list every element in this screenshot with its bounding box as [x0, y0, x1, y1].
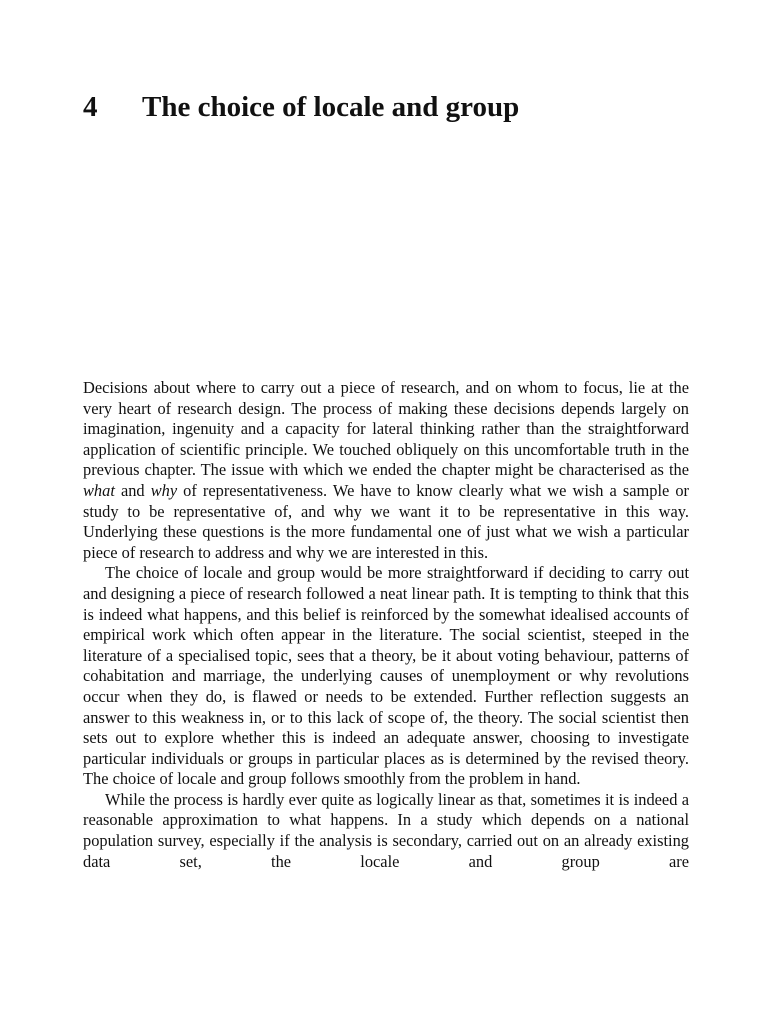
paragraph-2: The choice of locale and group would be more straightforward if deciding to carry out and designing a piece of research followed a neat linear path. It is tempting to think that this is indeed what happens, and this belief is reinforced by the somewhat idealised accounts of empirical work which often appear in the literature. The social scientist, steeped in the literature of a specialised topic, sees that a theory, be it about voting behaviour, patterns of cohabitation and marriage, the underlying causes of unemployment or why revolutions occur when they do, is flawed or needs to be extended. Further reflection suggests an answer to this weakness in, or to this lack of scope of, the theory. The social scientist then sets out to explore whether this is indeed an adequate answer, choosing to investigate particular individuals or groups in particular places as is determined by the revised theory. The choice of locale and group follows smoothly from the problem in hand.	[83, 563, 689, 789]
paragraph-1	[83, 378, 689, 563]
body-text	[83, 378, 689, 872]
paragraph-3: While the process is hardly ever quite as logically linear as that, sometimes it is indeed a reasonable approximation to what happens. In a study which depends on a national population survey, especially if the analysis is secondary, carried out on an already existing data set, the locale and group are	[83, 789, 689, 871]
paragraph-1-part-1: Decisions about where to carry out a piece of research, and on whom to focus, lie at the very heart of research design. The process of making these decisions depends largely on imagination, ingenuity and a capacity for lateral thinking rather than the straightforward application of scientific principle. We touched obliquely on this uncomfortable truth in the previous chapter. The issue with which we ended the chapter might be characterised as the	[83, 378, 689, 480]
chapter-heading	[83, 88, 542, 126]
paragraph-1-part-3: of representativeness. We have to know clearly what we wish a sample or study to be representative of, and why we want it to be representative in this way. Underlying these questions is the more fundamental one of just what we wish a particular piece of research to address and why we are interested in this.	[83, 480, 689, 562]
emphasis-what: what	[83, 480, 115, 500]
chapter-title: The choice of locale and group	[142, 91, 520, 123]
paragraph-1-part-2: and	[114, 480, 151, 500]
emphasis-why: why	[150, 480, 178, 500]
chapter-number: 4	[83, 91, 98, 123]
